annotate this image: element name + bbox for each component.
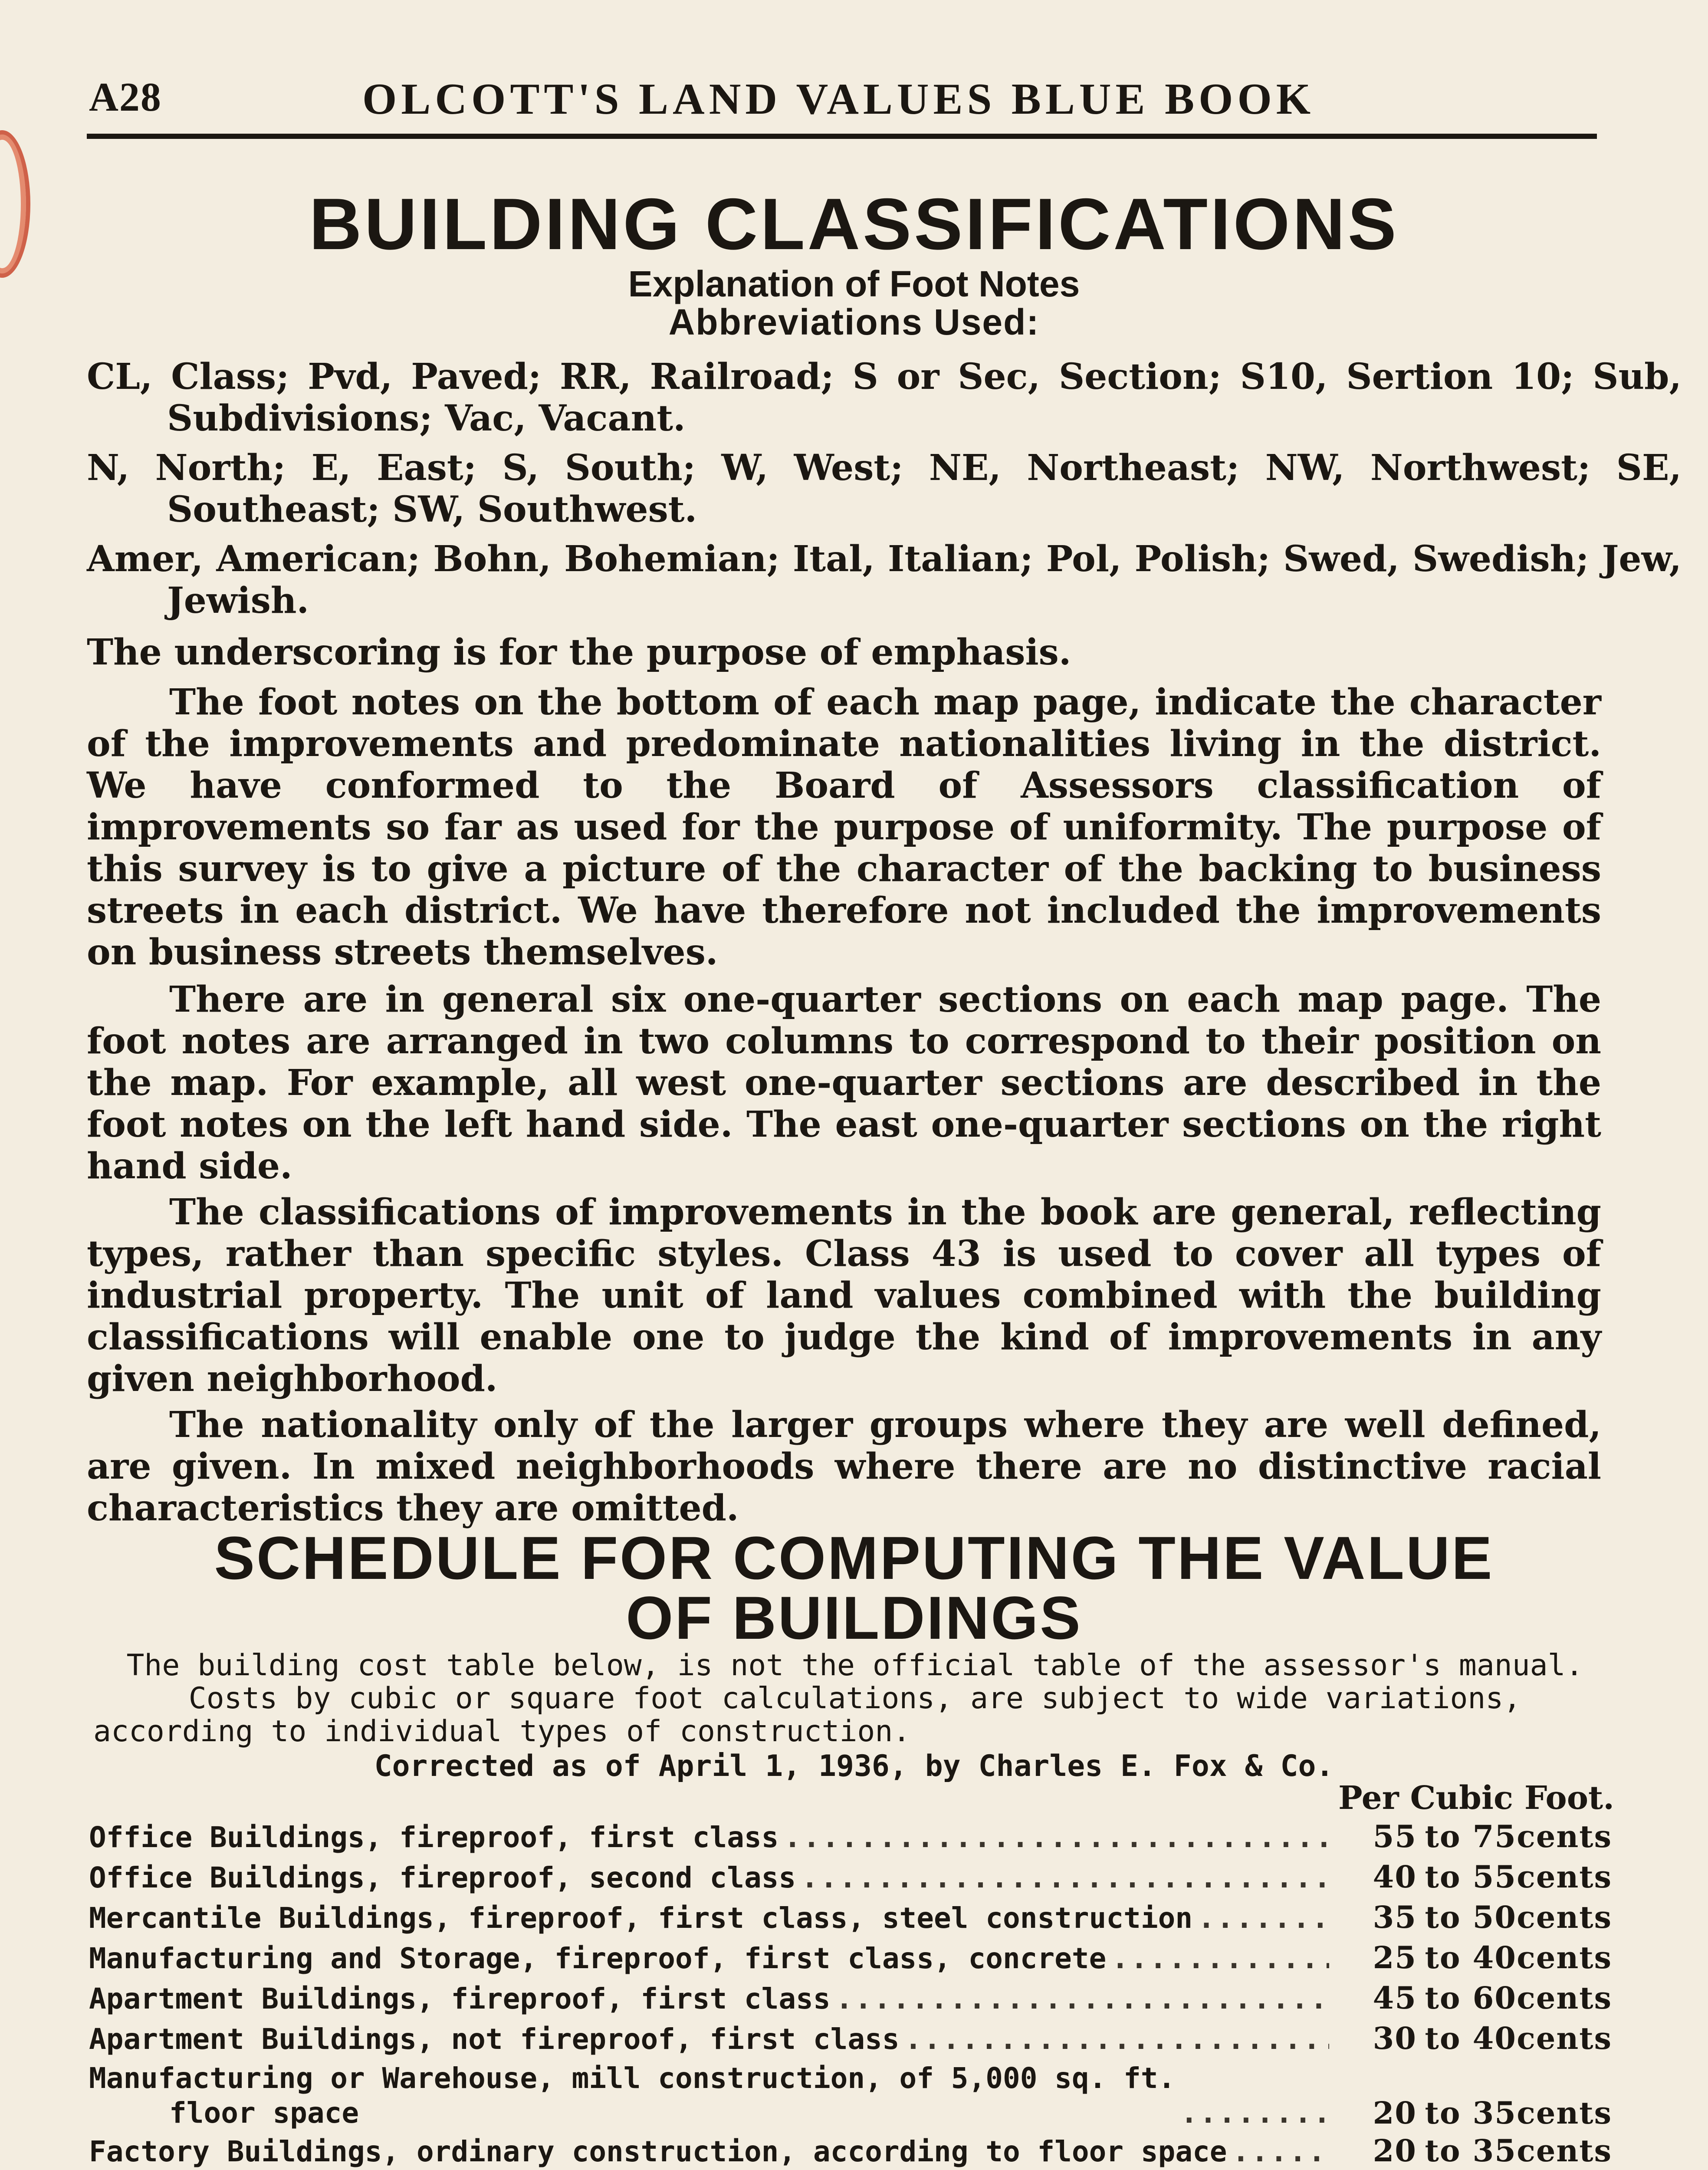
cost-low: 35 <box>1373 1899 1417 1935</box>
range-connector: to <box>1425 1818 1461 1854</box>
schedule-title-line-2: OF BUILDINGS <box>626 1584 1082 1652</box>
table-row <box>89 1816 1612 1857</box>
table-row <box>89 1978 1612 2018</box>
header-rule <box>87 134 1597 139</box>
table-row <box>89 2131 1612 2170</box>
cost-high: 35 <box>1472 2095 1517 2131</box>
schedule-note-line-1: The building cost table below, is not the official table of the assessor's manual. <box>126 1648 1583 1683</box>
cost-range <box>1334 1816 1612 1857</box>
table-row <box>89 2058 1612 2131</box>
cost-range <box>1334 1857 1612 1897</box>
cost-unit: cents <box>1517 1859 1612 1895</box>
cost-range <box>1334 2131 1612 2170</box>
cost-unit: cents <box>1517 2020 1612 2056</box>
schedule-note-line-2: Costs by cubic or square foot calculations, are subject to wide variations, <box>188 1681 1521 1716</box>
range-connector: to <box>1425 1899 1461 1935</box>
cost-schedule-table <box>89 1816 1612 2170</box>
abbreviations-general: CL, Class; Pvd, Paved; RR, Railroad; S or Sec, Section; S10, Sertion 10; Sub, Subdivisions; Vac, Vacant. <box>87 356 1682 439</box>
cost-low: 40 <box>1373 1859 1417 1895</box>
cost-unit: cents <box>1517 1899 1612 1935</box>
row-label: Manufacturing and Storage, fireproof, first class, concrete <box>89 1942 1107 1975</box>
row-label: Apartment Buildings, not fireproof, first class <box>89 2022 900 2056</box>
cost-range <box>1334 2018 1612 2058</box>
cost-unit: cents <box>1517 1980 1612 2016</box>
paragraph-foot-notes: The foot notes on the bottom of each map page, indicate the character of the improvements and predominate nationalities living in the district. We have conformed to the Board of Assessors classification of improvements so far as used for the purpose of uniformity. The purpose of this survey is to give a picture of the character of the backing to business streets in each district. We have therefore not included the improvements on business streets themselves. <box>87 681 1601 973</box>
cost-low: 20 <box>1373 2095 1417 2131</box>
table-row <box>89 1897 1612 1937</box>
cost-range <box>1334 1897 1612 1937</box>
range-connector: to <box>1425 2133 1461 2169</box>
cost-low: 20 <box>1373 2133 1417 2169</box>
cost-high: 35 <box>1472 2133 1517 2169</box>
row-label: Apartment Buildings, fireproof, first class <box>89 1982 831 2015</box>
range-connector: to <box>1425 1940 1461 1976</box>
corrected-date: Corrected as of April 1, 1936, by Charles E. Fox & Co. <box>374 1749 1334 1783</box>
row-label: Office Buildings, fireproof, first class <box>89 1821 779 1854</box>
dot-leader <box>784 1817 1329 1858</box>
schedule-title-line-1: SCHEDULE FOR COMPUTING THE VALUE <box>214 1524 1494 1592</box>
cost-range <box>1334 1937 1612 1978</box>
cost-unit: cents <box>1517 2095 1612 2131</box>
cost-low: 55 <box>1373 1818 1417 1854</box>
dot-leader <box>801 1858 1329 1898</box>
range-connector: to <box>1425 1980 1461 2016</box>
cost-low: 25 <box>1373 1940 1417 1976</box>
table-row <box>89 1937 1612 1978</box>
subtitle-foot-notes: Explanation of Foot Notes <box>628 263 1080 304</box>
column-header: Per Cubic Foot. <box>1338 1779 1614 1817</box>
row-label-line-2: floor space <box>169 2096 359 2130</box>
row-label: Office Buildings, fireproof, second class <box>89 1861 796 1894</box>
row-label-line-1: Manufacturing or Warehouse, mill construction, of 5,000 sq. ft. <box>89 2062 1176 2095</box>
range-connector: to <box>1425 1859 1461 1895</box>
cost-unit: cents <box>1517 1818 1612 1854</box>
range-connector: to <box>1425 2020 1461 2056</box>
page-header <box>89 74 1595 135</box>
dot-leader <box>1180 2096 1329 2131</box>
schedule-note-line-3: according to individual types of construction. <box>93 1714 911 1749</box>
table-row <box>89 1857 1612 1897</box>
dot-leader <box>1232 2131 1329 2170</box>
paragraph-classifications: The classifications of improvements in the book are general, reflecting types, rather than specific styles. Class 43 is used to cover all types of industrial property. The unit of land values combined with the building classifications will enable one to judge the kind of improvements in any given neighborhood. <box>87 1191 1601 1400</box>
cost-unit: cents <box>1517 1940 1612 1976</box>
cost-low: 30 <box>1373 2020 1417 2056</box>
cost-high: 55 <box>1472 1859 1517 1895</box>
cost-high: 40 <box>1472 2020 1517 2056</box>
cost-high: 60 <box>1472 1980 1517 2016</box>
dot-leader <box>905 2019 1329 2059</box>
running-title: OLCOTT'S LAND VALUES BLUE BOOK <box>362 75 1315 124</box>
dot-leader <box>1198 1898 1329 1938</box>
row-label <box>89 2061 1175 2131</box>
abbreviations-nationalities: Amer, American; Bohn, Bohemian; Ital, Italian; Pol, Polish; Swed, Swedish; Jew, Jewish. <box>87 538 1682 621</box>
cost-low: 45 <box>1373 1980 1417 2016</box>
cost-high: 40 <box>1472 1940 1517 1976</box>
abbreviations-directions: N, North; E, East; S, South; W, West; NE, Northeast; NW, Northwest; SE, Southeast; SW, Southwest. <box>87 447 1682 530</box>
dot-leader <box>1111 1938 1329 1979</box>
page-title: BUILDING CLASSIFICATIONS <box>309 183 1399 265</box>
underscoring-note: The underscoring is for the purpose of emphasis. <box>87 631 1071 673</box>
cost-range <box>1334 1978 1612 2018</box>
table-row <box>89 2018 1612 2058</box>
cost-high: 50 <box>1472 1899 1517 1935</box>
cost-high: 75 <box>1472 1818 1517 1854</box>
cost-range <box>1334 2096 1612 2131</box>
row-label: Factory Buildings, ordinary construction, according to floor space <box>89 2135 1227 2168</box>
row-label: Mercantile Buildings, fireproof, first class, steel construction <box>89 1901 1193 1935</box>
paragraph-nationality: The nationality only of the larger groups where they are well defined, are given. In mixed neighborhoods where there are no distinctive racial characteristics they are omitted. <box>87 1404 1601 1529</box>
range-connector: to <box>1425 2095 1461 2131</box>
dot-leader <box>836 1979 1329 2019</box>
paragraph-sections: There are in general six one-quarter sections on each map page. The foot notes are arranged in two columns to correspond to their position on the map. For example, all west one-quarter sections are described in the foot notes on the left hand side. The east one-quarter sections on the right hand side. <box>87 979 1601 1187</box>
cost-unit: cents <box>1517 2133 1612 2169</box>
page-number: A28 <box>89 75 162 120</box>
subtitle-abbreviations: Abbreviations Used: <box>668 302 1040 342</box>
